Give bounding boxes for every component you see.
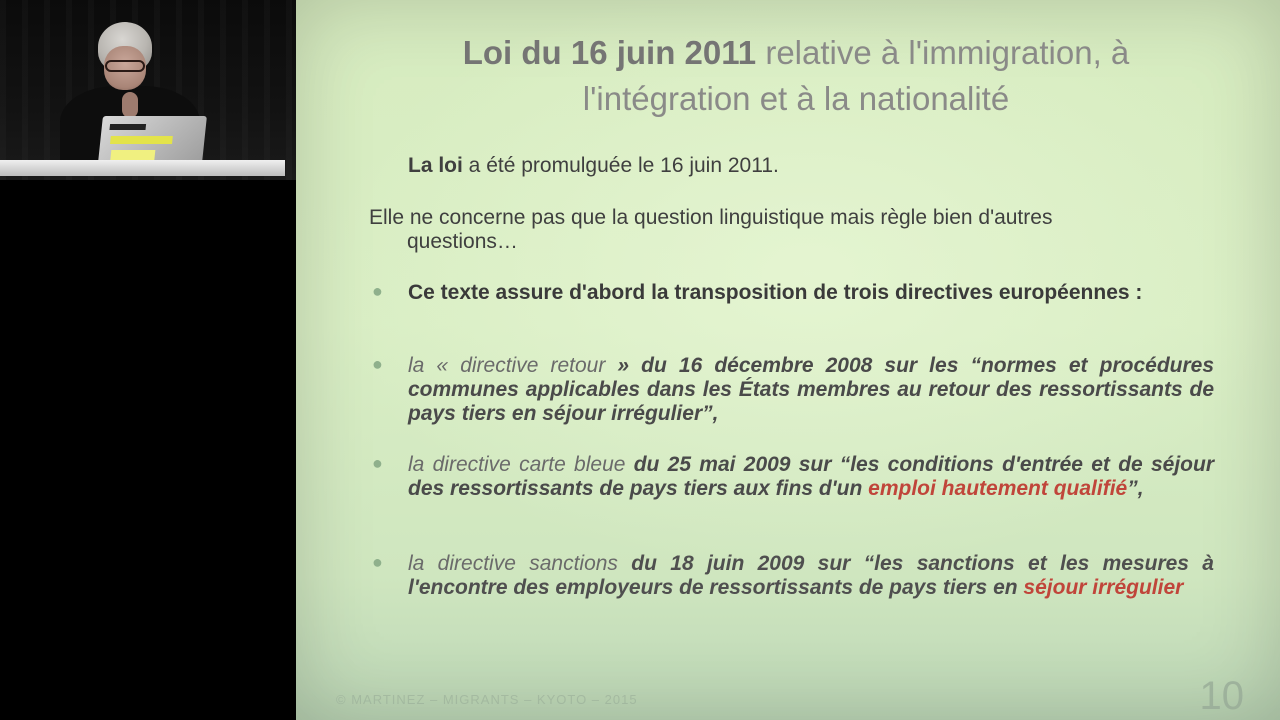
item2-pre: la « xyxy=(408,354,461,377)
promulgation-rest: a été promulguée le 16 juin 2011. xyxy=(462,154,779,177)
item4-light: la directive sanctions xyxy=(408,552,618,575)
speaker-video xyxy=(0,0,300,180)
intro-line1: Elle ne concerne pas que la question linguistique mais règle bien d'autres xyxy=(369,206,1053,229)
title-bold: Loi du 16 juin 2011 xyxy=(462,34,757,71)
promulgation-bold: La loi xyxy=(408,154,463,177)
item3-post: ”, xyxy=(1127,477,1144,500)
bullet-item-directive-retour xyxy=(408,354,1214,426)
slide-title xyxy=(386,30,1206,122)
intro-line2: questions… xyxy=(407,230,518,253)
slide-footer: © MARTINEZ – MIGRANTS – KYOTO – 2015 xyxy=(336,692,638,707)
promulgation-line xyxy=(408,154,779,178)
item3-light: la directive carte bleue xyxy=(408,453,626,476)
slide-page-number: 10 xyxy=(1199,674,1244,718)
bullet-item-transposition: Ce texte assure d'abord la transposition de trois directives européennes : xyxy=(408,281,1143,304)
round-bullet-icon: ● xyxy=(372,552,383,572)
laptop-sticker xyxy=(109,124,146,130)
round-bullet-icon: ● xyxy=(372,453,383,473)
intro-paragraph xyxy=(369,206,1209,254)
item3-mid: du 25 mai 2009 sur “les conditions d'entrée et de séjour des ressortissants de pays tiers aux fins d'un xyxy=(408,453,1214,500)
title-rest: relative à l'immigration, à xyxy=(756,34,1130,71)
desk xyxy=(0,160,285,176)
speaker-hand xyxy=(122,92,138,118)
presentation-slide xyxy=(296,0,1280,720)
item3-highlight: emploi hautement qualifié xyxy=(868,477,1128,500)
round-bullet-icon: ● xyxy=(372,354,383,374)
speaker-glasses xyxy=(105,60,145,72)
item2-highlight: directive retour xyxy=(460,354,606,377)
item2-post: » du 16 décembre 2008 sur les “normes et procédures communes applicables dans les États membres au retour des ressortissants de pays tiers en séjour irrégulier”, xyxy=(408,354,1215,425)
laptop-sticker xyxy=(110,136,173,144)
item4-mid: du 18 juin 2009 sur “les sanctions et les mesures à l'encontre des employeurs de ressortissants de pays tiers en xyxy=(408,552,1214,599)
laptop-sticker xyxy=(110,150,155,160)
title-line2: l'intégration et à la nationalité xyxy=(582,80,1010,117)
bullet-item-sanctions xyxy=(408,552,1214,600)
item4-highlight: séjour irrégulier xyxy=(1023,576,1184,599)
round-bullet-icon: ● xyxy=(372,281,383,301)
bullet-item-carte-bleue xyxy=(408,453,1214,501)
